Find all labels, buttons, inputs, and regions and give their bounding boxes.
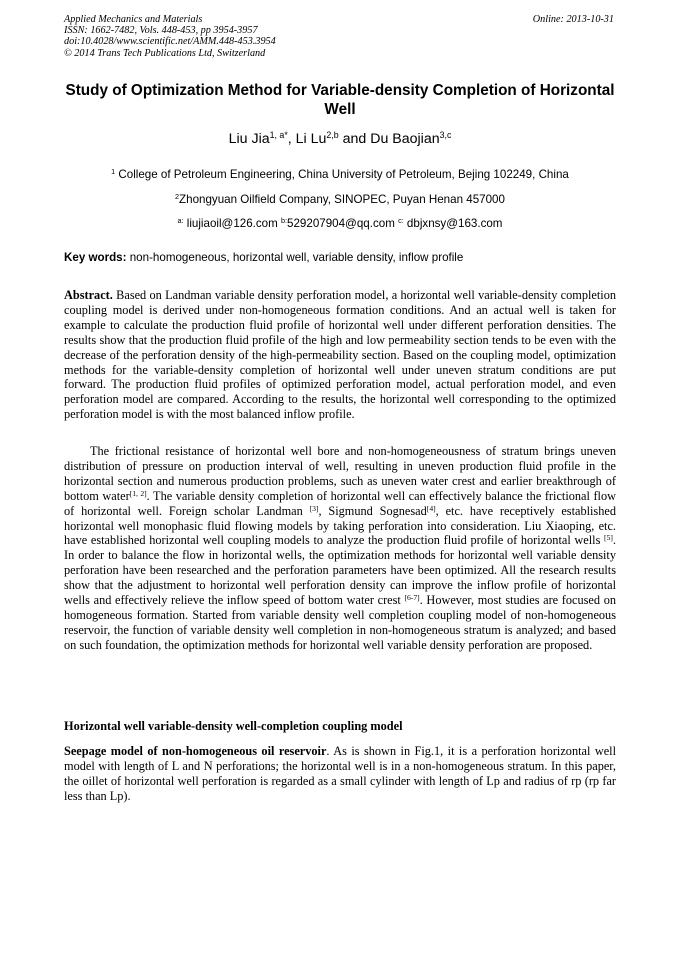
- subsection-label: Seepage model of non-homogeneous oil reservoir: [64, 744, 327, 758]
- body-text: , Sigmund Sognesad: [318, 503, 427, 518]
- affiliation-2: [64, 193, 616, 207]
- email-mark: a:: [177, 216, 184, 226]
- paper-title: Study of Optimization Method for Variable-density Completion of Horizontal Well: [65, 82, 615, 118]
- email-line: [64, 217, 616, 231]
- email-link[interactable]: 529207904@qq.com: [287, 217, 395, 230]
- abstract-label: Abstract.: [64, 288, 113, 302]
- body-text: . However, most studies are focused on homogeneous formation. Started from variable density well completion coupling model of non-homogeneous reservoir, the function of variable density well completion in non-homogeneous stratum is analyzed; and based on such foundation, the optimization methods for horizontal well variable density perforation are proposed.: [64, 593, 616, 652]
- citation: [6-7]: [404, 592, 420, 602]
- doi-line: doi:10.4028/www.scientific.net/AMM.448-453.3954: [64, 36, 276, 48]
- body-text: . In order to balance the flow in horizontal wells, the optimization methods for horizontal well variable density perforation have been researched and the perforation parameters have been optimized. All the research results show that the adjustment to horizontal well perforation density can improve the inflow profile of horizontal wells and effectively relieve the inflow speed of bottom water crest: [64, 533, 616, 608]
- citation: [3]: [309, 503, 319, 513]
- abstract: [64, 288, 616, 422]
- intro-paragraph: [64, 444, 616, 653]
- author-name: Liu Jia: [228, 131, 270, 147]
- journal-name: Applied Mechanics and Materials: [64, 14, 203, 25]
- author-name: Li Lu: [295, 131, 327, 147]
- online-date: Online: 2013-10-31: [532, 14, 614, 25]
- body-text: , etc. have receptively established horizontal well monophasic fluid flowing models by taking perforation into consideration. Liu Xiaoping, etc. have established horizontal well coupling models to analyze the production fluid profile of horizontal wells: [64, 503, 616, 548]
- issn-line: ISSN: 1662-7482, Vols. 448-453, pp 3954-3957: [64, 25, 258, 37]
- author-line: [64, 130, 616, 148]
- section-paragraph: [64, 744, 616, 804]
- email-link[interactable]: liujiaoil@126.com: [186, 217, 278, 230]
- section-heading: Horizontal well variable-density well-completion coupling model: [64, 719, 403, 733]
- author-separator: ,: [287, 131, 296, 147]
- keywords-text: non-homogeneous, horizontal well, variable density, inflow profile: [126, 251, 464, 264]
- email-mark: c:: [398, 216, 404, 226]
- affiliation-mark: 1: [111, 167, 116, 177]
- citation: [1, 2]: [129, 488, 147, 498]
- author-affiliation-mark: 3,c: [439, 130, 452, 141]
- body-text: . The variable density completion of horizontal well can effectively balance the frictional flow of horizontal well. Foreign scholar Landman: [64, 488, 616, 518]
- abstract-text: Based on Landman variable density perforation model, a horizontal well variable-density completion coupling model is derived under non-homogeneous formation conditions. And an actual well is taken for example to calculate the production fluid profile of horizontal well under different perforation densities. The results show that the production fluid profile of the high and low permeability section tends to be even with the decrease of the perforation density of the high-permeability section. Based on the coupling model, optimization methods for the variable-density completion of horizontal well under uneven stratum conditions are put forward. The production fluid profiles of optimized perforation model, actual perforation model, and even perforation model are compared. According to the results, the horizontal well corresponding to the optimized perforation model is with the most balanced inflow profile.: [64, 288, 616, 422]
- copyright-line: © 2014 Trans Tech Publications Ltd, Switzerland: [64, 47, 266, 59]
- author-affiliation-mark: 1, a*: [269, 130, 288, 141]
- citation: [5]: [604, 533, 613, 543]
- affiliation-1: [64, 168, 616, 182]
- citation: [4]: [426, 503, 436, 513]
- body-text: . As is shown in Fig.1, it is a perforation horizontal well model with length of L and N perforations; the horizontal well is in a non-homogeneous stratum. In this paper, the oillet of horizontal well perforation is regarded as a small cylinder with length of Lp and radius of rp (rp far less than Lp).: [64, 744, 616, 803]
- email-mark: b:: [281, 216, 288, 226]
- affiliation-text: Zhongyuan Oilfield Company, SINOPEC, Puyan Henan 457000: [179, 193, 505, 206]
- affiliation-text: College of Petroleum Engineering, China University of Petroleum, Bejing 102249, China: [118, 168, 569, 181]
- author-separator: and: [338, 131, 371, 147]
- keywords: [64, 251, 616, 265]
- author-name: Du Baojian: [370, 131, 440, 147]
- keywords-label: Key words:: [64, 251, 127, 264]
- email-link[interactable]: dbjxnsy@163.com: [406, 217, 503, 230]
- author-affiliation-mark: 2,b: [326, 130, 339, 141]
- body-text: The frictional resistance of horizontal well bore and non-homogeneousness of stratum brings uneven distribution of pressure on production interval of well, resulting in uneven production fluid profile in the horizontal section and numerous production problems, such as uneven water crest and earlier breakthrough of bottom water: [64, 444, 616, 503]
- affiliation-mark: 2: [175, 192, 180, 202]
